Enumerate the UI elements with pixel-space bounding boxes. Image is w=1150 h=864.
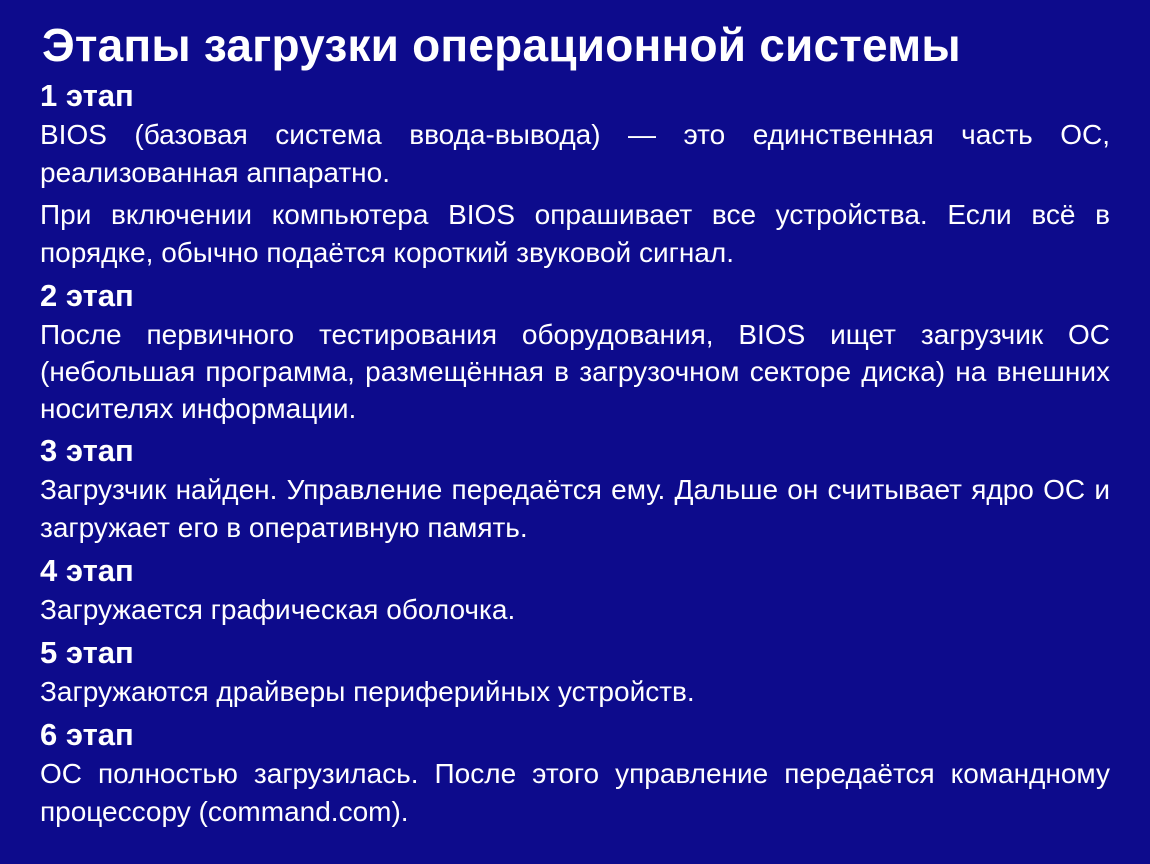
stage-4-heading: 4 этап [40,553,134,588]
stage-5-heading: 5 этап [40,635,134,670]
stage-1-text-1: BIOS (базовая система ввода-вывода) — это единственная часть ОС, реализованная аппаратно. [40,119,1110,188]
slide-title: Этапы загрузки операционной системы [42,19,961,71]
stage-1-heading: 1 этап [40,78,134,113]
stage-2 [40,276,1110,427]
stage-6-heading: 6 этап [40,717,134,752]
stage-2-heading: 2 этап [40,278,134,313]
stage-2-text: После первичного тестирования оборудования, BIOS ищет загрузчик ОС (небольшая программа, размещённая в загрузочном секторе диска) на внешних носителях информации. [40,319,1110,424]
stage-3-heading: 3 этап [40,433,134,468]
stage-4-text: Загружается графическая оболочка. [40,594,516,625]
stage-6 [40,715,1110,831]
stage-4 [40,551,1110,629]
stage-1-text-2: При включении компьютера BIOS опрашивает все устройства. Если всё в порядке, обычно подаётся короткий звуковой сигнал. [40,199,1110,268]
stage-3-text: Загрузчик найден. Управление передаётся ему. Дальше он считывает ядро ОС и загружает его в оперативную память. [40,474,1110,543]
stage-3 [40,431,1110,547]
stage-5-text: Загружаются драйверы периферийных устройств. [40,676,695,707]
stage-5 [40,633,1110,711]
stage-1 [40,76,1110,272]
stage-6-text: ОС полностью загрузилась. После этого управление передаётся командному процессору (command.com). [40,758,1110,827]
